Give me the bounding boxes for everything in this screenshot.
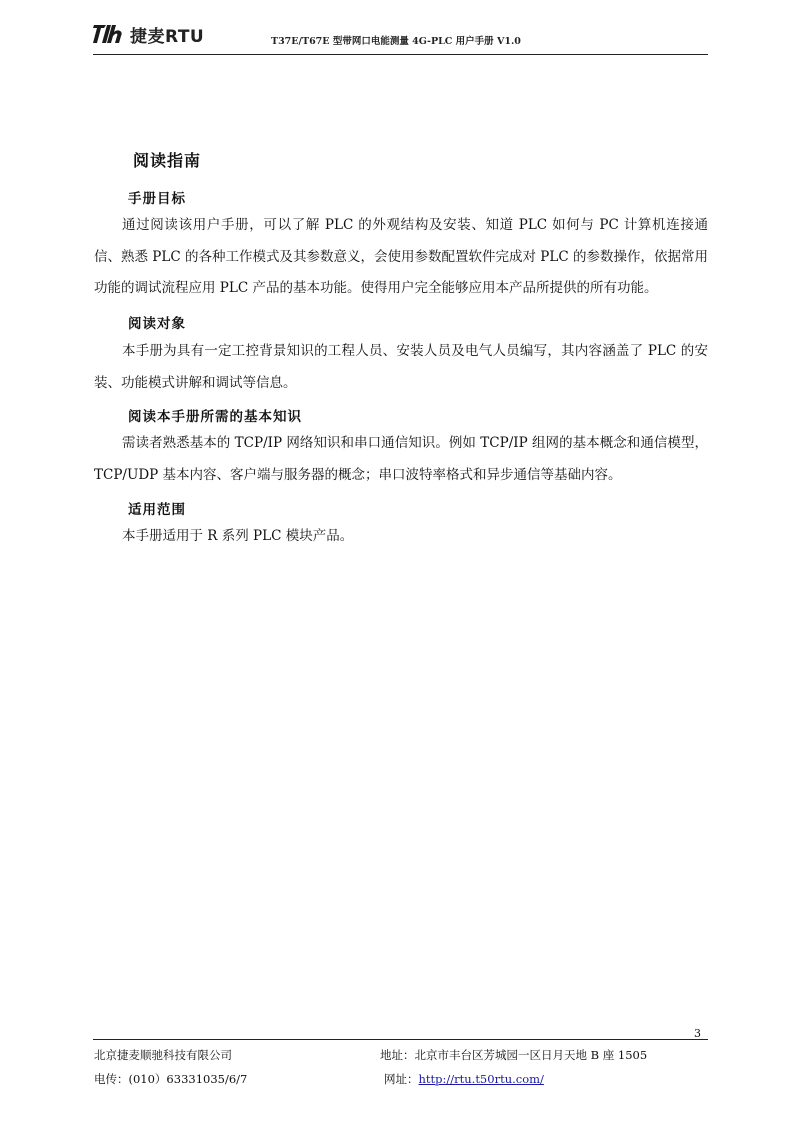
heading-manual-goal: 手册目标 bbox=[128, 191, 186, 207]
page-number: 3 bbox=[694, 1027, 701, 1040]
footer-website bbox=[384, 1071, 544, 1087]
footer-divider bbox=[93, 1039, 708, 1040]
paragraph-prerequisites: 需读者熟悉基本的 TCP/IP 网络知识和串口通信知识。例如 TCP/IP 组网的基本概念和通信模型，TCP/UDP 基本内容、客户端与服务器的概念；串口波特率格式和异步通信等基础内容。 bbox=[94, 435, 708, 483]
footer-address: 地址：北京市丰台区芳城园一区日月天地 B 座 1505 bbox=[380, 1048, 648, 1062]
footer-phone: 电传：(010）63331035/6/7 bbox=[94, 1072, 248, 1086]
heading-prerequisites: 阅读本手册所需的基本知识 bbox=[128, 409, 302, 425]
section-title: 阅读指南 bbox=[133, 151, 202, 170]
company-logo bbox=[93, 21, 204, 47]
heading-audience: 阅读对象 bbox=[128, 316, 186, 332]
footer-company: 北京捷麦顺驰科技有限公司 bbox=[94, 1048, 232, 1062]
paragraph-manual-goal: 通过阅读该用户手册，可以了解 PLC 的外观结构及安装、知道 PLC 如何与 PC 计算机连接通信、熟悉 PLC 的各种工作模式及其参数意义，会使用参数配置软件完成对 PLC 的参数操作，依据常用功能的调试流程应用 PLC 产品的基本功能。使得用户完全能够应用本产品所提供的所有功能。 bbox=[94, 217, 708, 296]
logo-icon bbox=[93, 22, 127, 46]
heading-scope: 适用范围 bbox=[128, 502, 186, 518]
logo-text: 捷麦RTU bbox=[130, 26, 205, 47]
paragraph-audience: 本手册为具有一定工控背景知识的工程人员、安装人员及电气人员编写，其内容涵盖了 PLC 的安装、功能模式讲解和调试等信息。 bbox=[94, 343, 708, 391]
document-title: T37E/T67E 型带网口电能测量 4G-PLC 用户手册 V1.0 bbox=[271, 36, 521, 47]
website-link[interactable]: http://rtu.t50rtu.com/ bbox=[418, 1072, 544, 1086]
footer-website-label: 网址： bbox=[384, 1072, 419, 1086]
paragraph-scope: 本手册适用于 R 系列 PLC 模块产品。 bbox=[122, 528, 354, 544]
page-header bbox=[93, 18, 708, 55]
